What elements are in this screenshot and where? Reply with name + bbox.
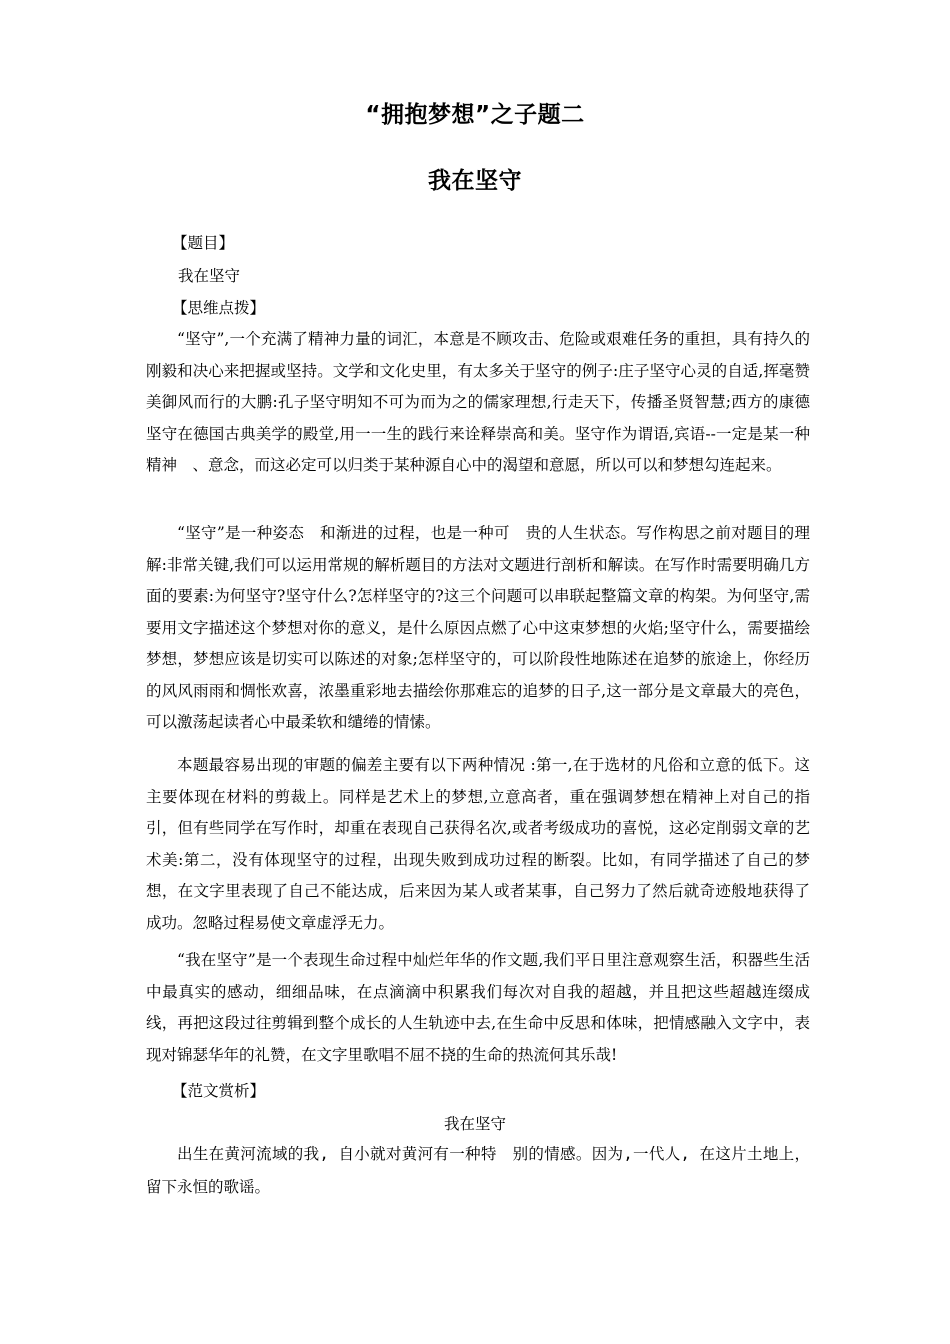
hint-label: 【思维点拨】 [172, 299, 266, 317]
paragraph-2: “坚守”是一种姿态 和渐进的过程，也是一种可 贵的人生状态。写作构思之前对题目的理解:非常关键,我们可以运用常规的解析题目的方法对文题进行剖析和解读。在写作时需要明确几方面的要素:为何坚守?坚守什么?怎样坚守的?这三个问题可以串联起整篇文章的构架。为何坚守,需要用文字描述这个梦想对你的意义，是什么原因点燃了心中这束梦想的火焰;坚守什么，需要描绘梦想，梦想应该是切实可以陈述的对象;怎样坚守的，可以阶段性地陈述在追梦的旅途上，你经历的风风雨雨和惆怅欢喜，浓墨重彩地去描绘你那难忘的追梦的日子,这一部分是文章最大的亮色，可以激荡起读者心中最柔软和缱绻的情愫。 [146, 524, 810, 731]
essay-body: 出生在黄河流域的我, 自小就对黄河有一种特 别的情感。因为,一代人, 在这片土地上，留下永恒的歌谣。 [146, 1145, 810, 1196]
paragraph-3: 本题最容易出现的审题的偏差主要有以下两种情况 :第一,在于选材的凡俗和立意的低下。这主要体现在材料的剪裁上。同样是艺术上的梦想,立意高者，重在强调梦想在精神上对自己的指引，但有些同学在写作时，却重在表现自己获得名次,或者考级成功的喜悦，这必定削弱文章的艺术美:第二，没有体现坚守的过程，出现失败到成功过程的断裂。比如，有同学描述了自己的梦想，在文字里表现了自己不能达成，后来因为某人或者某事，自己努力了然后就奇迹般地获得了成功。忽略过程易使文章虚浮无力。 [146, 756, 810, 932]
topic-label: 【题目】 [172, 234, 235, 252]
topic-text: 我在坚守 [178, 267, 241, 285]
essay-title: 我在坚守 [443, 1115, 506, 1133]
paragraph-1: “坚守”,一个充满了精神力量的词汇，本意是不顾攻击、危险或艰难任务的重担，具有持久的刚毅和决心来把握或坚持。文学和文化史里，有太多关于坚守的例子:庄子坚守心灵的自适,挥毫赞美御风而行的大鹏:孔子坚守明知不可为而为之的儒家理想,行走天下，传播圣贤智慧;西方的康德坚守在德国古典美学的殿堂,用一一生的践行来诠释崇高和美。坚守作为谓语,宾语--一定是某一种精神 、意念，而这必定可以归类于某种源自心中的渴望和意愿，所以可以和梦想勾连起来。 [146, 330, 810, 474]
document-subtitle: 我在坚守 [428, 168, 522, 194]
paragraph-4: “我在坚守”是一个表现生命过程中灿烂年华的作文题,我们平日里注意观察生活，积器些生活中最真实的感动，细细品味，在点滴滴中积累我们每次对自我的超越，并且把这些超越连缀成线，再把这段过往剪辑到整个成长的人生轨迹中去,在生命中反思和体味，把情感融入文字中，表现对锦瑟华年的礼赞，在文字里歌唱不屈不挠的生命的热流何其乐哉! [146, 951, 810, 1064]
document-title: “拥抱梦想”之子题二 [365, 102, 585, 128]
essay-label: 【范文赏析】 [172, 1082, 266, 1100]
